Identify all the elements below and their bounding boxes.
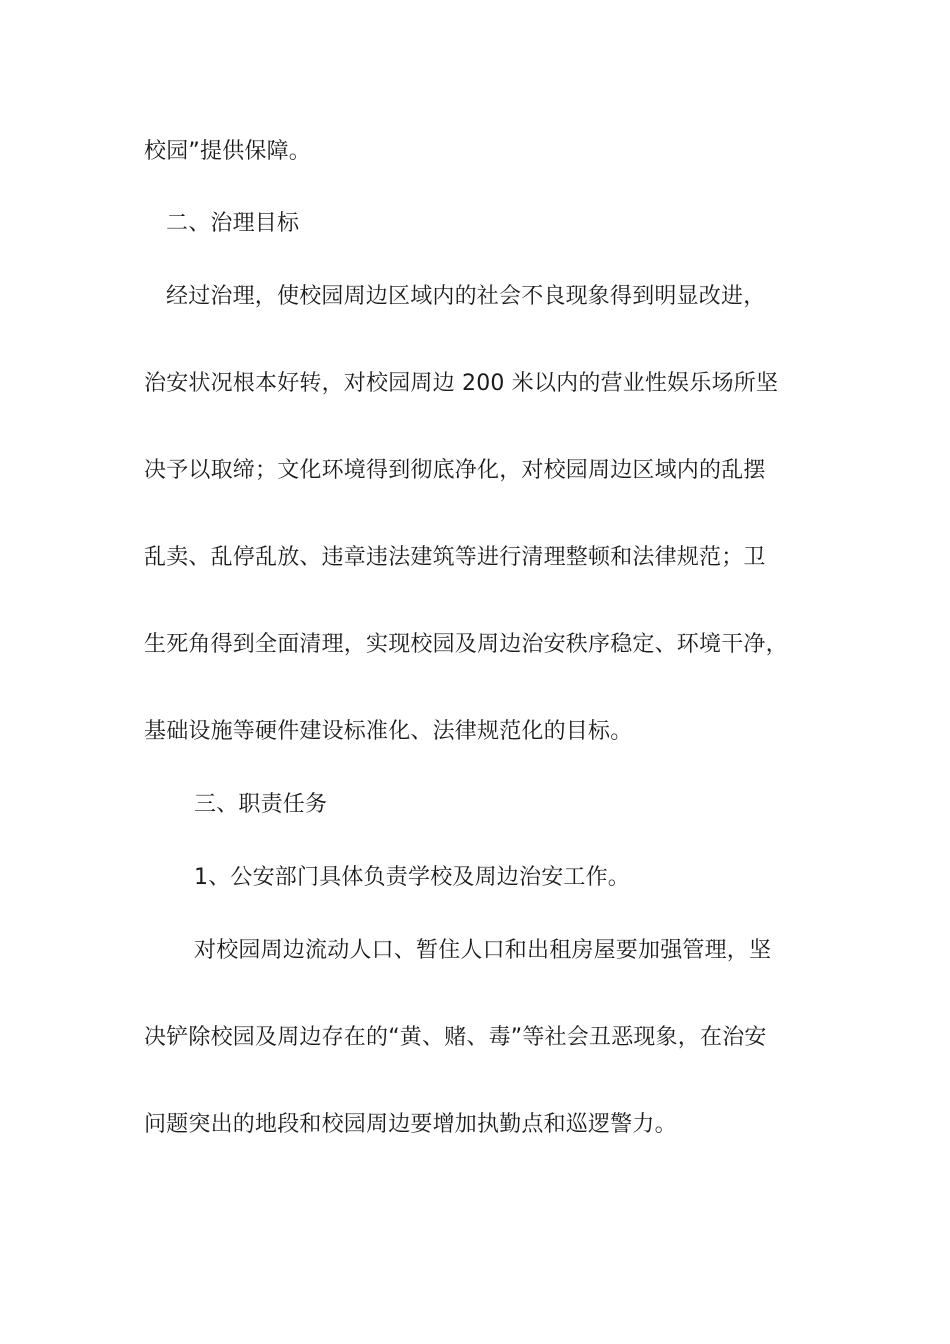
text-line-12: 决铲除校园及周边存在的“黄、赌、毒”等社会丑恶现象，在治安 xyxy=(144,1025,767,1050)
text-line-11: 对校园周边流动人口、暂住人口和出租房屋要加强管理，坚 xyxy=(194,938,772,963)
text-line-1: 校园”提供保障。 xyxy=(144,139,311,164)
text-line-5: 决予以取缔；文化环境得到彻底净化，对校园周边区域内的乱摆 xyxy=(144,458,766,483)
section-heading-duties: 三、职责任务 xyxy=(194,792,328,817)
text-line-7: 生死角得到全面清理，实现校园及周边治安秩序稳定、环境干净， xyxy=(144,632,788,657)
text-line-4: 治安状况根本好转，对校园周边 200 米以内的营业性娱乐场所坚 xyxy=(144,371,779,396)
text-line-6: 乱卖、乱停乱放、违章违法建筑等进行清理整顿和法律规范；卫 xyxy=(144,545,766,570)
text-line-8: 基础设施等硬件建设标准化、法律规范化的目标。 xyxy=(144,719,633,744)
text-line-10: 1、公安部门具体负责学校及周边治安工作。 xyxy=(194,865,630,890)
text-line-13: 问题突出的地段和校园周边要增加执勤点和巡逻警力。 xyxy=(144,1112,677,1137)
text-line-3: 经过治理，使校园周边区域内的社会不良现象得到明显改进， xyxy=(166,284,766,309)
section-heading-governance-goal: 二、治理目标 xyxy=(166,211,300,236)
